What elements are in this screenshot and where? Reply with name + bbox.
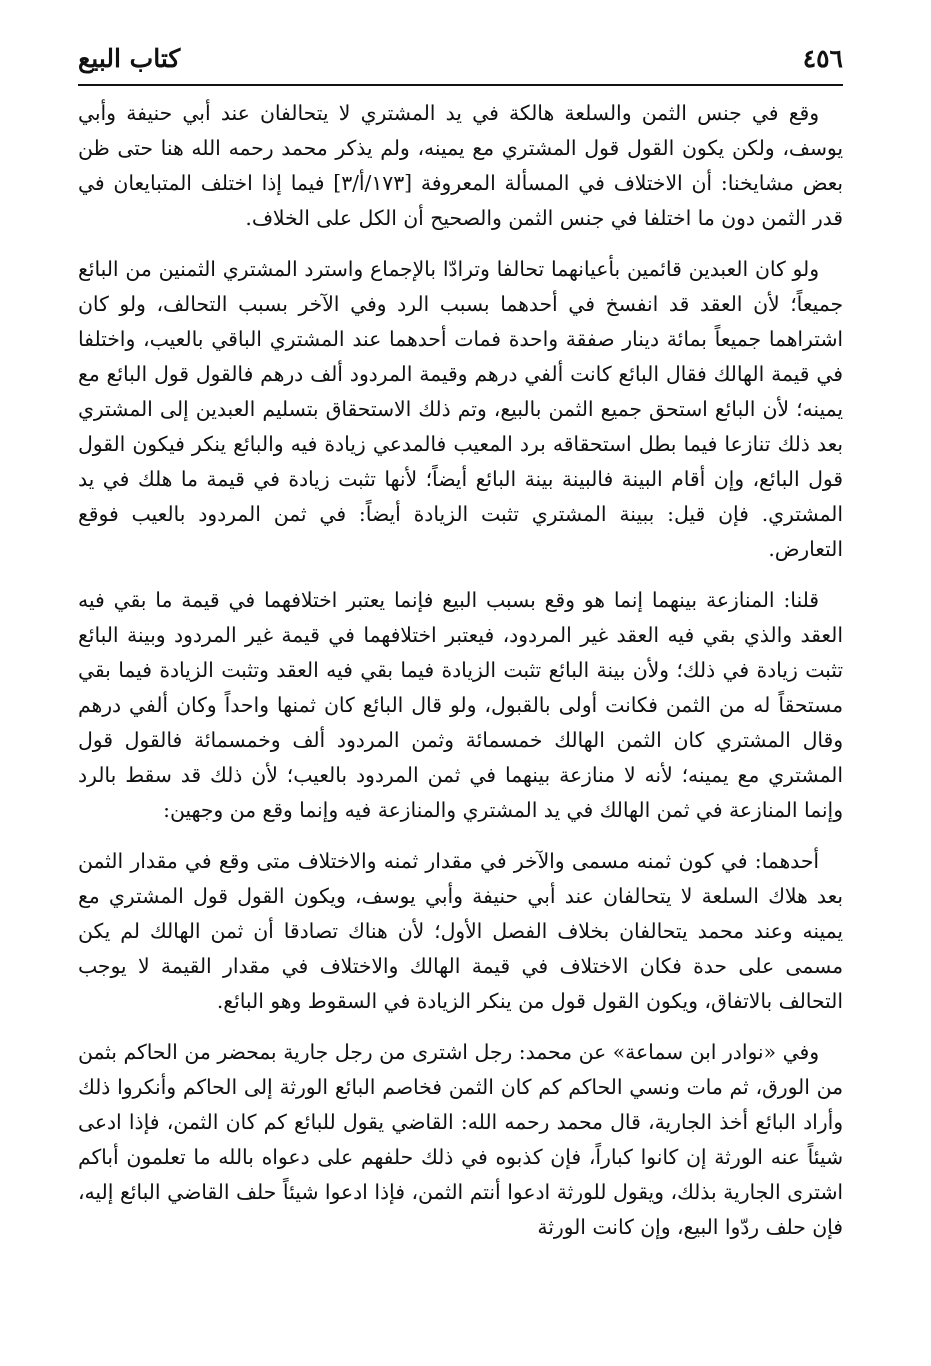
page-number: ٤٥٦ <box>802 43 843 73</box>
paragraph-3: قلنا: المنازعة بينهما إنما هو وقع بسبب البيع فإنما يعتبر اختلافهما في قيمة ما بقي فيه العقد والذي بقي فيه العقد غير المردود، فيعتبر اختلافهما في قيمة غير المردود وبينة البائع تثبت زيادة في ذلك؛ ولأن بينة البائع تثبت الزيادة فيما بقي فيه العقد وتثبت الزيادة فيما بقي مستحقاً له من الثمن فكانت أولى بالقبول، ولو قال البائع كان ثمنها واحداً وكان ألفي درهم وقال المشتري كان الثمن الهالك خمسمائة وثمن المردود ألف وخمسمائة فالقول قول المشتري مع يمينه؛ لأنه لا منازعة بينهما في ثمن المردود بالعيب؛ لأن ذلك قد سقط بالرد وإنما المنازعة في ثمن الهالك في يد المشتري والمنازعة فيه وإنما وقع من وجهين: <box>78 588 843 822</box>
running-head <box>78 38 843 78</box>
book-title: كتاب البيع <box>78 43 181 73</box>
paragraph-1: وقع في جنس الثمن والسلعة هالكة في يد المشتري لا يتحالفان عند أبي حنيفة وأبي يوسف، ولكن يكون القول قول المشتري مع يمينه، ولم يذكر محمد رحمه الله هنا حتى ظن بعض مشايخنا: أن الاختلاف في المسألة المعروفة [١٧٣/أ/٣] فيما إذا اختلف المتبايعان في قدر الثمن دون ما اختلفا في جنس الثمن والصحيح أن الكل على الخلاف. <box>78 101 843 230</box>
paragraph-2: ولو كان العبدين قائمين بأعيانهما تحالفا وترادّا بالإجماع واسترد المشتري الثمنين من البائع جميعاً؛ لأن العقد قد انفسخ في أحدهما بسبب الرد وفي الآخر بسبب التحالف، ولو كان اشتراهما جميعاً بمائة دينار صفقة واحدة فمات أحدهما عند المشتري الباقي بالعيب، واختلفا في قيمة الهالك فقال البائع كانت ألفي درهم وقيمة المردود ألف درهم فالقول قول البائع مع يمينه؛ لأن البائع استحق جميع الثمن بالبيع، وتم ذلك الاستحقاق بتسليم العبدين إلى المشتري بعد ذلك تنازعا فيما بطل استحقاقه برد المعيب فالمدعي زيادة فيه والبائع ينكر فيكون القول قول البائع، وإن أقام البينة فالبينة بينة البائع أيضاً؛ لأنها تثبت زيادة في قيمة ما هلك في يد المشتري. فإن قيل: ببينة المشتري تثبت الزيادة أيضاً: في ثمن المردود بالعيب فوقع التعارض. <box>78 257 843 561</box>
header-rule <box>78 84 843 86</box>
paragraph-4: أحدهما: في كون ثمنه مسمى والآخر في مقدار ثمنه والاختلاف متى وقع في مقدار الثمن بعد هلاك السلعة لا يتحالفان عند أبي حنيفة وأبي يوسف، ويكون القول قول المشتري مع يمينه وعند محمد يتحالفان بخلاف الفصل الأول؛ لأن هناك تصادقا أن ثمن الهالك لم يكن مسمى على حدة فكان الاختلاف في قيمة الهالك والاختلاف في مقدار القيمة لا يوجب التحالف بالاتفاق، ويكون القول قول من ينكر الزيادة في السقوط وهو البائع. <box>78 849 843 1013</box>
body-text <box>78 96 843 1245</box>
paragraph-5: وفي «نوادر ابن سماعة» عن محمد: رجل اشترى من رجل جارية بمحضر من الحاكم بثمن من الورق، ثم مات ونسي الحاكم كم كان الثمن فخاصم البائع الورثة إلى الحاكم وأنكروا ذلك وأراد البائع أخذ الجارية، قال محمد رحمه الله: القاضي يقول للبائع كم كان الثمن، فإذا ادعى شيئاً عنه الورثة إن كانوا كباراً، فإن كذبوه في ذلك حلفهم على دعواه بالله ما تعلمون أباكم اشترى الجارية بذلك، ويقول للورثة ادعوا أنتم الثمن، فإذا ادعوا شيئاً حلف القاضي البائع إليه، فإن حلف ردّوا البيع، وإن كانت الورثة <box>78 1040 843 1239</box>
